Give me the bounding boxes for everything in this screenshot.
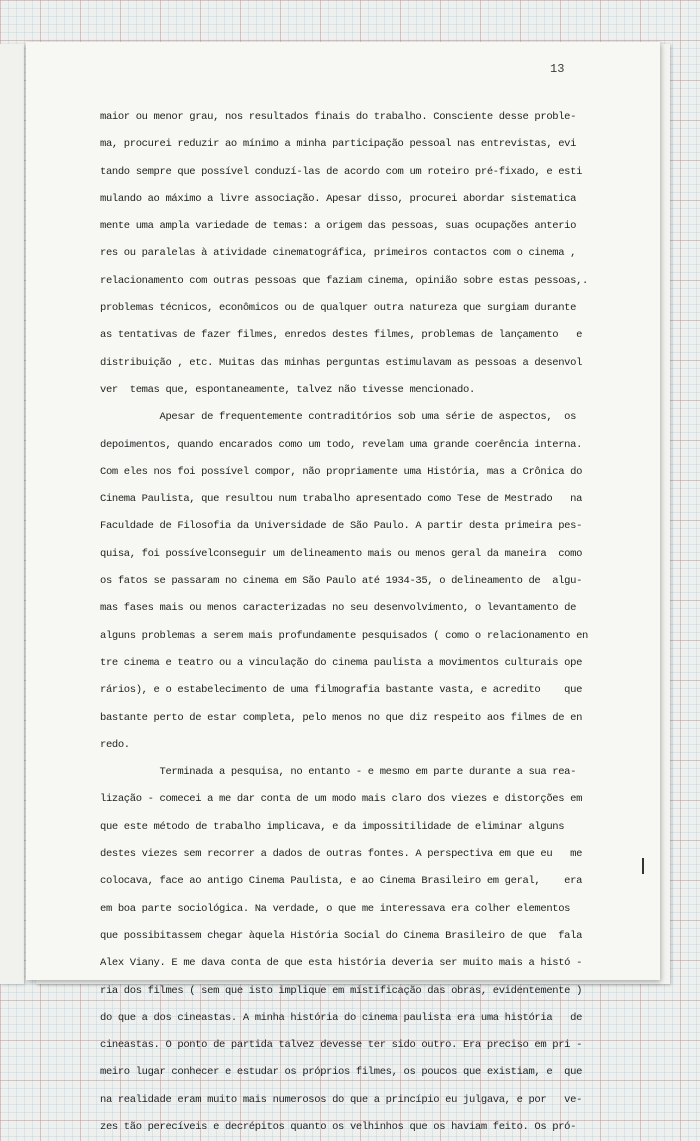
text-line: bastante perto de estar completa, pelo menos no que diz respeito aos filmes de en — [100, 711, 583, 724]
text-line: Com eles nos foi possível compor, não propriamente uma História, mas a Crônica do — [100, 465, 583, 478]
text-line: ria dos filmes ( sem que isto implique em mistificação das obras, evidentemente ) — [100, 984, 583, 997]
text-line: Faculdade de Filosofia da Universidade de São Paulo. A partir desta primeira pes- — [100, 520, 583, 533]
text-line: problemas técnicos, econômicos ou de qualquer outra natureza que surgiam durante — [100, 302, 577, 315]
text-line: colocava, face ao antigo Cinema Paulista, e ao Cinema Brasileiro em geral, era — [100, 875, 583, 888]
text-line: mas fases mais ou menos caracterizadas no seu desenvolvimento, o levantamento de — [100, 602, 577, 615]
text-line: ver temas que, espontaneamente, talvez não tivesse mencionado. — [100, 383, 475, 396]
text-line: do que a dos cineastas. A minha história do cinema paulista era uma história de — [100, 1011, 583, 1024]
text-line: depoimentos, quando encarados como um todo, revelam uma grande coerência interna. — [100, 438, 583, 451]
text-line: maior ou menor grau, nos resultados finais do trabalho. Consciente desse proble- — [100, 111, 577, 123]
text-line: quisa, foi possívelconseguir um delineamento mais ou menos geral da maneira como — [100, 547, 583, 560]
text-line: tando sempre que possível conduzí-las de acordo com um roteiro pré-fixado, e esti — [100, 165, 583, 178]
text-line: redo. — [100, 738, 130, 751]
text-line: Alex Viany. E me dava conta de que esta história deveria ser muito mais a histó - — [100, 957, 583, 970]
document-page — [26, 42, 660, 1133]
text-line: meiro lugar conhecer e estudar os próprios filmes, os poucos que existiam, e que — [100, 1066, 583, 1079]
text-line: as tentativas de fazer filmes, enredos destes filmes, problemas de lançamento e — [100, 329, 583, 342]
text-line: Terminada a pesquisa, no entanto - e mesmo em parte durante a sua rea- — [100, 766, 577, 779]
text-line: na realidade eram muito mais numerosos do que a princípio eu julgava, e por ve- — [100, 1093, 583, 1106]
text-line: os fatos se passaram no cinema em São Paulo até 1934-35, o delineamento de algu- — [100, 575, 583, 588]
text-line: mente uma ampla variedade de temas: a origem das pessoas, suas ocupações anterio — [100, 220, 577, 233]
margin-mark — [642, 858, 644, 874]
text-line: Apesar de frequentemente contraditórios sob uma série de aspectos, os — [100, 411, 577, 424]
body-text — [100, 104, 660, 1141]
text-line: zes tão perecíveis e decrépitos quanto os velhinhos que os haviam feito. Os pró- — [100, 1120, 577, 1133]
text-line: tre cinema e teatro ou a vinculação do cinema paulista a movimentos culturais ope — [100, 656, 583, 669]
page-number: 13 — [550, 62, 565, 76]
text-line: res ou paralelas à atividade cinematográfica, primeiros contactos com o cinema , — [100, 247, 577, 260]
text-line: em boa parte sociológica. Na verdade, o que me interessava era colher elementos — [100, 902, 571, 915]
text-line: mulando ao máximo a livre associação. Apesar disso, procurei abordar sistematica — [100, 192, 577, 205]
text-line: que este método de trabalho implicava, e da impossitilidade de eliminar alguns — [100, 820, 565, 833]
text-line: cineastas. O ponto de partida talvez devesse ter sido outro. Era preciso em pri - — [100, 1039, 583, 1052]
text-line: destes viezes sem recorrer a dados de outras fontes. A perspectiva em que eu me — [100, 848, 583, 861]
text-line: ma, procurei reduzir ao mínimo a minha participação pessoal nas entrevistas, evi — [100, 138, 577, 151]
text-line: relacionamento com outras pessoas que faziam cinema, opinião sobre estas pessoas,. — [100, 274, 588, 287]
text-line: alguns problemas a serem mais profundamente pesquisados ( como o relacionamento en — [100, 629, 588, 642]
text-line: rários), e o estabelecimento de uma filmografia bastante vasta, e acredito que — [100, 684, 583, 697]
text-line: lização - comecei a me dar conta de um modo mais claro dos viezes e distorções em — [100, 793, 583, 806]
text-line: Cinema Paulista, que resultou num trabalho apresentado como Tese de Mestrado na — [100, 493, 583, 506]
text-line: que possibitassem chegar àquela História Social do Cinema Brasileiro de que fala — [100, 929, 583, 942]
adjacent-page-edge — [0, 44, 24, 984]
text-line: distribuição , etc. Muitas das minhas perguntas estimulavam as pessoas a desenvol — [100, 356, 583, 369]
